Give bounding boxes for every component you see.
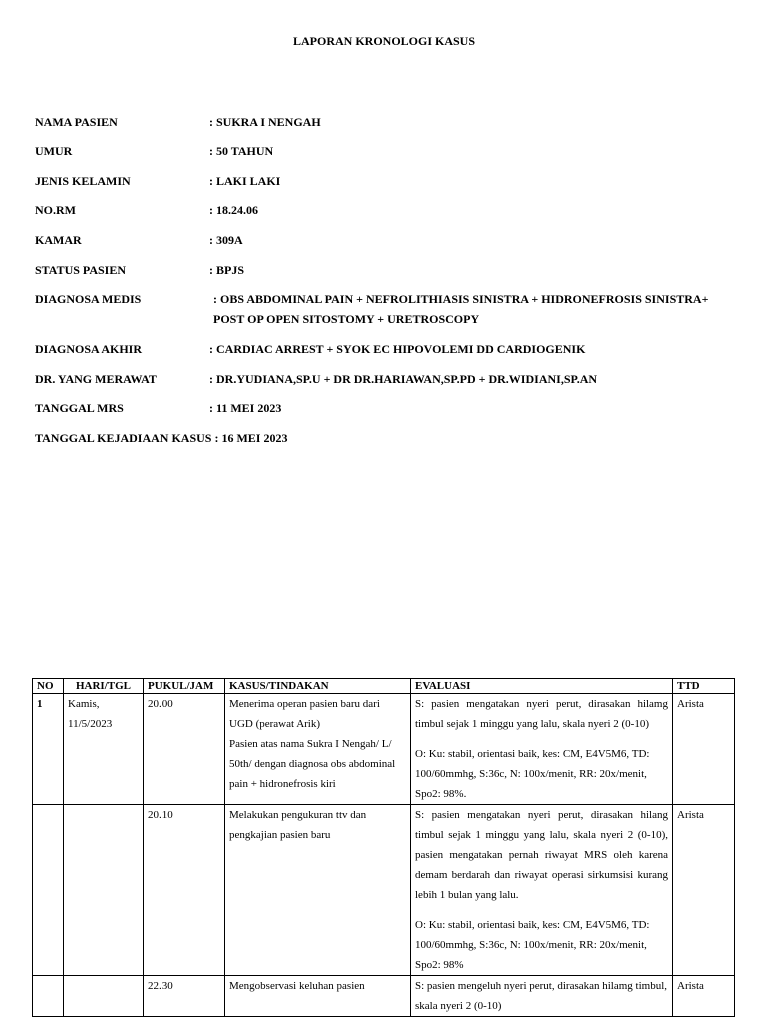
cell-evaluasi [411, 805, 673, 976]
info-value: : SUKRA I NENGAH [209, 115, 321, 129]
cell-ttd: Arista [673, 694, 735, 805]
cell-no [33, 976, 64, 1017]
info-label: STATUS PASIEN [35, 263, 127, 277]
info-label: DIAGNOSA AKHIR [35, 342, 143, 356]
cell-no [33, 805, 64, 976]
cell-kasus [225, 805, 411, 976]
cell-kasus [225, 694, 411, 805]
info-tanggal-kejadian [35, 428, 735, 448]
col-header-evaluasi: EVALUASI [411, 679, 673, 694]
evaluasi-subjective: S: pasien mengatakan nyeri perut, dirasakan hilang timbul sejak 1 minggu yang lalu, skala nyeri 2 (0-10), pasien mengatakan pernah riwayat MRS oleh karena demam berdarah dan riwayat operasi sirkumsisi kurang lebih 1 bulan yang lalu. [415, 809, 668, 901]
cell-no: 1 [33, 694, 64, 805]
info-value: : LAKI LAKI [209, 174, 281, 188]
page-title: LAPORAN KRONOLOGI KASUS [292, 34, 476, 48]
col-header-kasus: KASUS/TINDAKAN [225, 679, 411, 694]
cell-evaluasi [411, 694, 673, 805]
cell-ttd: Arista [673, 805, 735, 976]
table-row [33, 805, 735, 976]
cell-pukul: 22.30 [144, 976, 225, 1017]
info-label: DIAGNOSA MEDIS [35, 292, 142, 306]
evaluasi-subjective: S: pasien mengatakan nyeri perut, dirasakan hilamg timbul sejak 1 minggu yang lalu, skala nyeri 2 (0-10) [415, 698, 668, 730]
cell-evaluasi [411, 976, 673, 1017]
cell-pukul: 20.00 [144, 694, 225, 805]
evaluasi-objective: O: Ku: stabil, orientasi baik, kes: CM, E4V5M6, TD: 100/60mmhg, S:36c, N: 100x/menit, RR: 20x/menit, Spo2: 98%. [415, 748, 650, 800]
col-header-hari: HARI/TGL [64, 679, 144, 694]
cell-pukul: 20.10 [144, 805, 225, 976]
info-value: : BPJS [209, 263, 245, 277]
info-value: : CARDIAC ARREST + SYOK EC HIPOVOLEMI DD CARDIOGENIK [209, 342, 586, 356]
info-label: NAMA PASIEN [35, 115, 118, 129]
cell-ttd: Arista [673, 976, 735, 1017]
info-diagnosa-medis [35, 289, 735, 329]
info-label: NO.RM [35, 203, 76, 217]
cell-hari: Kamis, 11/5/2023 [64, 694, 144, 805]
info-value: : 309A [209, 233, 243, 247]
col-header-no: NO [33, 679, 64, 694]
info-value: : 16 MEI 2023 [214, 431, 288, 445]
info-value: : 11 MEI 2023 [209, 401, 282, 415]
info-value: : OBS ABDOMINAL PAIN + NEFROLITHIASIS SINISTRA + HIDRONEFROSIS SINISTRA+ POST OP OPEN SITOSTOMY + URETROSCOPY [213, 292, 709, 326]
info-label: KAMAR [35, 233, 82, 247]
cell-hari [64, 976, 144, 1017]
col-header-pukul: PUKUL/JAM [144, 679, 225, 694]
info-label: JENIS KELAMIN [35, 174, 131, 188]
info-label: TANGGAL KEJADIAAN KASUS [35, 431, 212, 445]
table-row [33, 976, 735, 1017]
info-label: UMUR [35, 144, 73, 158]
table-header-row [33, 679, 735, 694]
info-label: TANGGAL MRS [35, 401, 124, 415]
table-row [33, 694, 735, 805]
kasus-text: Menerima operan pasien baru dari UGD (perawat Arik) [229, 698, 380, 730]
info-value: : 50 TAHUN [209, 144, 274, 158]
evaluasi-objective: O: Ku: stabil, orientasi baik, kes: CM, E4V5M6, TD: 100/60mmhg, S:36c, N: 100x/menit, RR: 20x/menit, Spo2: 98% [415, 919, 650, 971]
kasus-text: Pasien atas nama Sukra I Nengah/ L/ 50th/ dengan diagnosa obs abdominal pain + hidronefrosis kiri [229, 738, 396, 790]
kasus-text: Melakukan pengukuran ttv dan pengkajian pasien baru [229, 809, 367, 841]
cell-hari [64, 805, 144, 976]
chronology-table [32, 678, 735, 1017]
cell-kasus [225, 976, 411, 1017]
info-value: : DR.YUDIANA,SP.U + DR DR.HARIAWAN,SP.PD + DR.WIDIANI,SP.AN [209, 372, 598, 386]
col-header-ttd: TTD [673, 679, 735, 694]
kasus-text: Mengobservasi keluhan pasien [229, 980, 365, 992]
info-value: : 18.24.06 [209, 203, 258, 217]
info-label: DR. YANG MERAWAT [35, 372, 157, 386]
evaluasi-subjective: S: pasien mengeluh nyeri perut, dirasakan hilamg timbul, skala nyeri 2 (0-10) [415, 980, 668, 1012]
